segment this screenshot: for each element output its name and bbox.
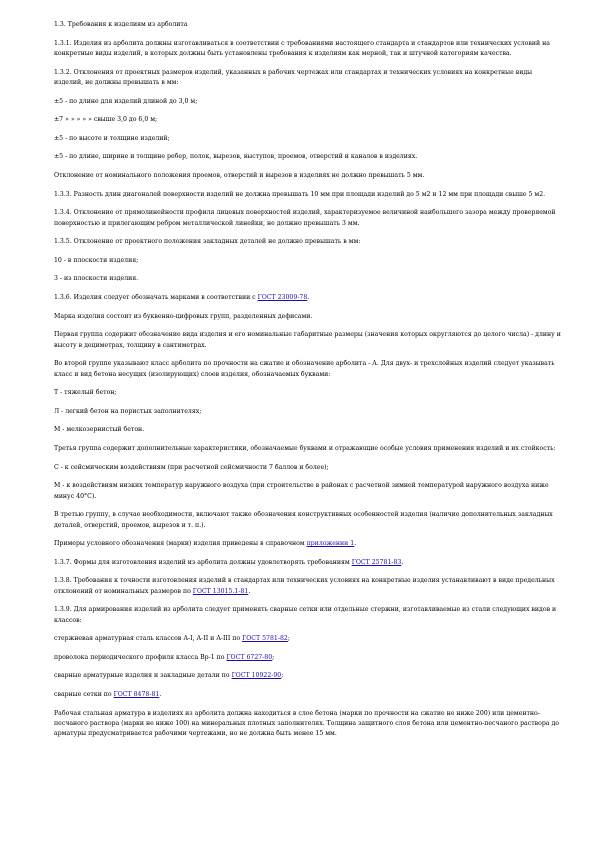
paragraph-text: ±7 » » » » » свыше 3,0 до 6,0 м; <box>54 116 158 124</box>
standard-link[interactable]: ГОСТ 10922-90 <box>231 672 282 680</box>
paragraph-text: ; <box>272 653 275 661</box>
paragraph-text: М - к воздействиям низких температур наружного воздуха (при строительстве в районах с расчетной зимней температурой наружного воздуха ниже минус 40°С). <box>54 482 549 500</box>
standard-link[interactable]: ГОСТ 13015.1-81 <box>192 587 249 595</box>
paragraph-text: М - мелкозернистый бетон. <box>54 426 145 434</box>
paragraph-text: проволока периодического профиля класса Вр-1 по <box>54 653 227 661</box>
paragraph-text: 1.3.2. Отклонения от проектных размеров изделий, указанных в рабочих чертежах или стандартах и технических условиях на конкретные виды изделий, не должны превышать в мм: <box>54 68 533 86</box>
paragraph-text: Третья группа содержит дополнительные характеристики, обозначаемые буквами и отражающие особые условия применения изделий и их стойкость: <box>54 444 556 452</box>
paragraph <box>54 407 561 417</box>
paragraph-text: 1.3.5. Отклонение от проектного положения закладных деталей не должно превышать в мм: <box>54 238 361 246</box>
standard-link[interactable]: ГОСТ 8478-81 <box>113 691 160 699</box>
paragraph <box>54 425 561 435</box>
paragraph <box>54 68 561 89</box>
paragraph-text: 1.3.3. Разность длин диагоналей поверхности изделий не должна превышать 10 мм при площади изделий до 5 м2 и 12 мм при площади свыше 5 м2. <box>54 190 546 198</box>
paragraph-text: В третью группу, в случае необходимости, включают также обозначения конструктивных особенностей изделия (наличие дополнительных закладных деталей, отверстий, проемов, вырезов и т. п.). <box>54 511 553 529</box>
standard-link[interactable]: ГОСТ 6727-80 <box>226 653 273 661</box>
paragraph-text: 1.3.6. Изделия следует обозначать марками в соответствии с <box>54 293 258 301</box>
paragraph-text: 1.3.8. Требования к точности изготовления изделий в стандартах или технических условиях на конкретные изделия устанавливают в виде предельных отклонений от номинальных размеров по <box>54 577 555 595</box>
paragraph <box>54 709 561 740</box>
paragraph-text: Л - легкий бетон на пористых заполнителях; <box>54 407 202 415</box>
paragraph-text: Т - тяжелый бетон; <box>54 389 117 397</box>
paragraph-text: 1.3.1. Изделия из арболита должны изготавливаться в соответствии с требованиями настоящего стандарта и стандартов или технических условий на конкретные виды изделий, в которых должны быть установлены требования к изделиям как мерной, так и штучной категориям качества. <box>54 39 550 57</box>
paragraph <box>54 539 561 549</box>
paragraph <box>54 152 561 162</box>
paragraph <box>54 312 561 322</box>
paragraph <box>54 274 561 284</box>
paragraph-text: ; <box>281 672 284 680</box>
paragraph <box>54 388 561 398</box>
paragraph <box>54 653 561 663</box>
paragraph-text: . <box>401 558 404 566</box>
paragraph <box>54 115 561 125</box>
paragraph-text: сварные арматурные изделия и закладные детали по <box>54 672 232 680</box>
paragraph-text: 1.3.7. Формы для изготовления изделий из арболита должны удовлетворять требованиям <box>54 558 352 566</box>
paragraph-text: Во второй группе указывают класс арболита по прочности на сжатие и обозначение арболита - А. Для двух- и трехслойных изделий следует указывать класс и вид бетона несущих (изолирующих) слоев изделия, обозначаемых буквами: <box>54 360 555 378</box>
standard-link[interactable]: приложении 1 <box>306 540 355 548</box>
paragraph <box>54 463 561 473</box>
standard-link[interactable]: ГОСТ 25781-83 <box>351 558 402 566</box>
paragraph <box>54 634 561 644</box>
paragraph <box>54 190 561 200</box>
paragraph <box>54 208 561 229</box>
standard-link[interactable]: ГОСТ 5781-82 <box>242 635 288 643</box>
paragraph-text: Отклонение от номинального положения проемов, отверстий и вырезов в изделиях не должно превышать 5 мм. <box>54 171 425 179</box>
paragraph-text: сварные сетки по <box>54 691 114 699</box>
paragraph <box>54 237 561 247</box>
paragraph <box>54 605 561 626</box>
paragraph <box>54 576 561 597</box>
paragraph-text: Марка изделия состоит из буквенно-цифровых групп, разделенных дефисами. <box>54 312 313 320</box>
paragraph-text: Примеры условного обозначения (марки) изделия приведены в справочном <box>54 540 307 548</box>
paragraph-text: 1.3.4. Отклонение от прямолинейности профиля лицевых поверхностей изделий, характеризуемое величиной наибольшего зазора между проверяемой поверхностью и прилегающим ребром металлической линейки, не должно превышать 3 мм. <box>54 209 556 227</box>
paragraph <box>54 39 561 60</box>
paragraph <box>54 97 561 107</box>
paragraph-text: 1.3. Требования к изделиям из арболита <box>54 21 188 28</box>
paragraph-text: ±5 - по длине, ширине и толщине ребер, полок, вырезов, выступов, проемов, отверстий и каналов в изделиях. <box>54 153 418 161</box>
paragraph-text: ; <box>287 635 290 643</box>
paragraph-text: Первая группа содержит обозначение вида изделия и его номинальные габаритные размеры (значения которых округляются до целого числа) - длину и высоту в дециметрах, толщину в сантиметрах. <box>54 331 561 349</box>
paragraph-text: 3 - из плоскости изделия. <box>54 275 139 283</box>
paragraph-text: стержневая арматурная сталь классов А-I, А-II и А-III по <box>54 635 243 643</box>
paragraph <box>54 20 561 30</box>
paragraph <box>54 444 561 454</box>
paragraph-text: ±5 - по высоте и толщине изделий; <box>54 134 170 142</box>
paragraph-text: ±5 - по длине для изделий длиной до 3,0 м; <box>54 97 198 105</box>
standard-link[interactable]: ГОСТ 23009-78 <box>257 293 308 301</box>
paragraph-text: С - к сейсмическим воздействиям (при расчетной сейсмичности 7 баллов и более); <box>54 463 329 471</box>
paragraph-text: . <box>307 293 310 301</box>
paragraph <box>54 690 561 700</box>
paragraph <box>54 171 561 181</box>
paragraph <box>54 510 561 531</box>
paragraph <box>54 671 561 681</box>
paragraph-text: Рабочая стальная арматура в изделиях из арболита должна находиться в слое бетона (марки по прочности на сжатие не ниже 200) или цементно-песчаного раствора (марки не ниже 100) на минеральных плотных заполнителях. Толщина защитного слоя бетона или цементно-песчаного раствора до арматуры предусматривается рабочими чертежами, но не должна быть менее 15 мм. <box>54 709 559 738</box>
paragraph <box>54 134 561 144</box>
paragraph-text: 1.3.9. Для армирования изделий из арболита следует применять сварные сетки или отдельные стержни, изготавливаемые из стали следующих видов и классов: <box>54 606 557 624</box>
paragraph <box>54 558 561 568</box>
paragraph <box>54 359 561 380</box>
paragraph-text: . <box>159 691 162 699</box>
paragraph <box>54 481 561 502</box>
paragraph-text: 10 - в плоскости изделия; <box>54 256 139 264</box>
paragraph <box>54 330 561 351</box>
paragraph-text: . <box>248 587 251 595</box>
paragraph-text: . <box>354 540 357 548</box>
paragraph <box>54 256 561 266</box>
paragraph <box>54 293 561 303</box>
